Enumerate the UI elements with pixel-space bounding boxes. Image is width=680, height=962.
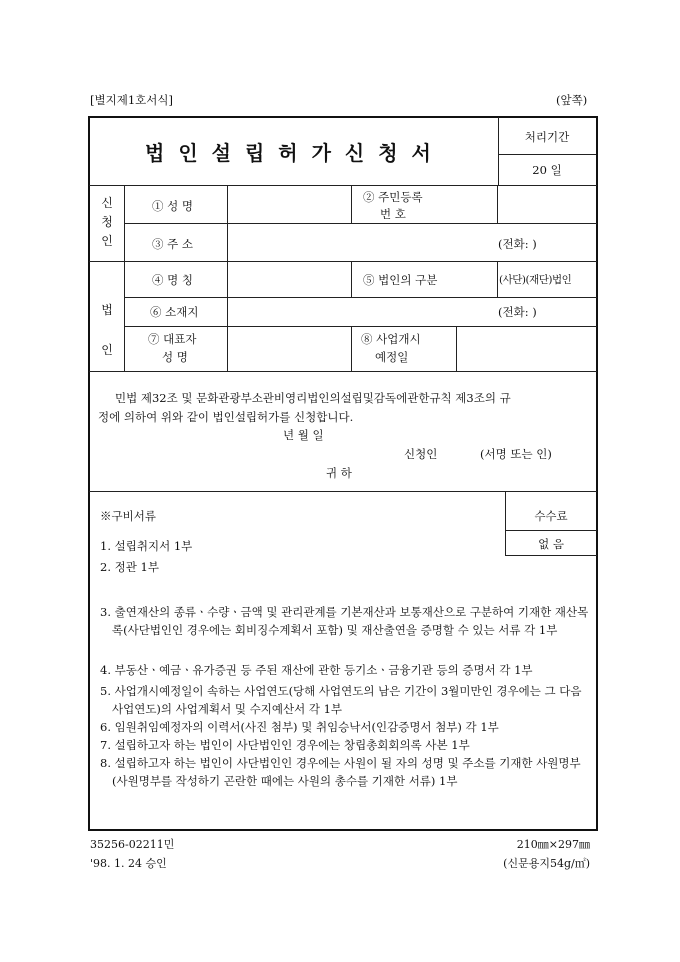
applicant-phone-label: (전화: ) — [498, 237, 537, 251]
applicant-mid-line — [351, 185, 352, 223]
footer-code: 35256-02211민 — [90, 838, 175, 851]
corp-location-label: ⑥ 소재지 — [150, 305, 199, 319]
doc-item-6: 6. 임원취임예정자의 이력서(사진 첨부) 및 취임승낙서(인감증명서 첨부) 각 1부 — [100, 720, 499, 734]
applicant-rrn-line — [497, 185, 498, 223]
doc-item-8: 8. 설립하고자 하는 법인이 사단법인인 경우에는 사원이 될 자의 성명 및 주소를 기재한 사원명부(사원명부를 작성하기 곤란한 때에는 사원의 총수를 기재한 서류) 1부 — [100, 756, 581, 788]
rrn-label-1: ② 주민등록 — [363, 190, 423, 204]
fee-bottom — [505, 555, 597, 556]
corp-col-line — [124, 261, 125, 371]
form-title: 법인설립허가신청서 — [145, 141, 445, 165]
corp-row-line-2 — [124, 326, 597, 327]
statement-sign-note: (서명 또는 인) — [480, 447, 552, 461]
applicant-row-line — [124, 223, 597, 224]
form-number: [별지제1호서식] — [90, 93, 173, 107]
statement-date: 년 월 일 — [283, 428, 324, 442]
fee-split — [505, 530, 597, 531]
corp-start-label-1: ⑧ 사업개시 — [361, 332, 421, 346]
corp-mid-line-3 — [351, 326, 352, 371]
applicant-bottom-line — [89, 261, 597, 262]
doc-item-4: 4. 부동산ㆍ예금ㆍ유가증권 등 주된 재산에 관한 등기소ㆍ금융기관 등의 증명서 각 1부 — [100, 663, 533, 677]
doc-item-7: 7. 설립하고자 하는 법인이 사단법인인 경우에는 창립총회회의록 사본 1부 — [100, 738, 470, 752]
applicant-group-label: 신청인 — [101, 196, 113, 248]
corp-phone-label: (전화: ) — [498, 305, 537, 319]
footer-approval: '98. 1. 24 승인 — [90, 857, 167, 870]
corp-label-line — [227, 261, 228, 371]
frame-left — [88, 116, 90, 831]
statement-line-1: 민법 제32조 및 문화관광부소관비영리법인의설립및감독에관한규칙 제3조의 규 — [115, 391, 511, 405]
processing-split — [498, 154, 596, 155]
title-bottom-line — [89, 185, 597, 186]
corp-title-label: ④ 명 칭 — [152, 273, 194, 287]
corp-bottom-line — [89, 371, 597, 372]
footer-size: 210㎜×297㎜ — [516, 838, 590, 851]
name-label: ① 성 명 — [152, 199, 194, 213]
corp-rep-label-2: 성 명 — [162, 350, 188, 364]
page-side: (앞쪽) — [556, 93, 588, 107]
frame-top — [88, 116, 598, 118]
corp-start-line — [456, 326, 457, 371]
doc-item-2: 2. 정관 1부 — [100, 560, 159, 574]
doc-item-5: 5. 사업개시예정일이 속하는 사업연도(당해 사업연도의 남은 기간이 3월미만인 경우에는 그 다음 사업연도)의 사업계획서 및 수지예산서 각 1부 — [100, 684, 582, 716]
statement-addressee: 귀 하 — [326, 466, 352, 480]
fee-label: 수수료 — [534, 509, 568, 523]
corporation-group-label: 법 인 — [101, 303, 113, 357]
statement-signer: 신청인 — [404, 447, 438, 461]
statement-line-2: 정에 의하여 위와 같이 법인설립허가를 신청합니다. — [98, 410, 354, 424]
corp-start-label-2: 예정일 — [375, 350, 409, 364]
statement-bottom-line — [89, 491, 597, 492]
corp-row-line-1 — [124, 297, 597, 298]
processing-value: 20 일 — [532, 163, 562, 177]
corp-type-line — [497, 261, 498, 297]
documents-title: ※구비서류 — [100, 509, 156, 523]
doc-item-1: 1. 설립취지서 1부 — [100, 539, 193, 553]
corp-type-value: (사단)(재단)법인 — [499, 274, 572, 286]
fee-value: 없 음 — [538, 537, 564, 551]
address-label: ③ 주 소 — [152, 237, 194, 251]
processing-label: 처리기간 — [524, 130, 570, 144]
rrn-label-2: 번 호 — [380, 207, 406, 221]
corp-rep-label-1: ⑦ 대표자 — [148, 332, 197, 346]
corp-type-label: ⑤ 법인의 구분 — [363, 273, 438, 287]
footer-paper: (신문용지54g/㎡) — [503, 857, 590, 870]
frame-bottom — [88, 829, 598, 831]
doc-item-3: 3. 출연재산의 종류ㆍ수량ㆍ금액 및 관리관계를 기본재산과 보통재산으로 구분하여 기재한 재산목록(사단법인인 경우에는 회비징수계획서 포함) 및 재산출연을 증명할 수 있는 서류 각 1부 — [100, 605, 589, 637]
corp-mid-line-1 — [351, 261, 352, 297]
